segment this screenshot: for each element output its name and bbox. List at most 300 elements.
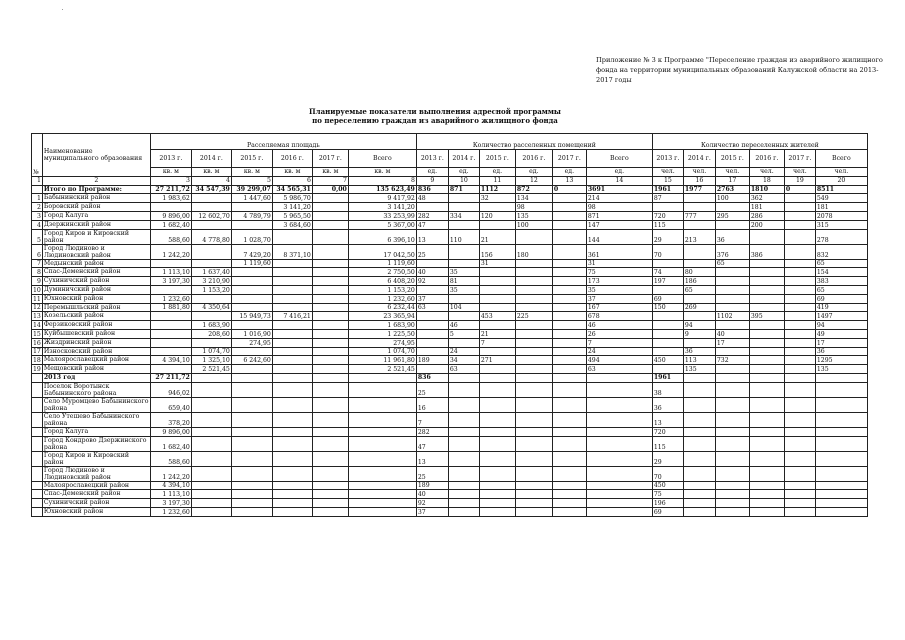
cell [683,382,715,397]
cell [191,382,231,397]
cell: 12 [515,176,552,185]
cell [479,490,515,499]
u-area: кв. м [312,168,348,177]
row-label: Село Муромцево Бабынинского района [43,397,149,412]
cell [416,365,448,374]
cell: 20 [815,176,867,185]
cell [515,466,552,481]
cell: 1 [32,176,43,185]
cell [448,427,479,436]
scan-speck [62,9,63,10]
cell [312,499,348,508]
cell [815,499,867,508]
cell: 173 [586,277,652,286]
u-people: чел. [815,168,867,177]
cell [231,321,272,330]
cell [32,507,43,516]
cell [715,285,749,294]
cell: 278 [815,229,867,244]
cell [150,312,191,321]
cell [683,412,715,427]
cell [479,397,515,412]
cell: 450 [652,481,683,490]
cell [231,268,272,277]
cell: 15 [33,330,41,338]
cell: 14 [33,321,41,329]
cell [683,466,715,481]
cell: 588,60 [150,229,191,244]
list-item [32,451,868,466]
cell [715,397,749,412]
cell [652,321,683,330]
cell [683,427,715,436]
cell [784,312,815,321]
cell: 189 [416,481,448,490]
list-item [32,412,868,427]
cell [32,436,43,451]
cell: 1961 [652,185,683,194]
cell [683,194,715,203]
cell: 94 [683,321,715,330]
cell [715,347,749,356]
cell [552,329,586,338]
cell [479,347,515,356]
cell: 98 [515,203,552,212]
cell: 17 [33,348,41,356]
cell: 214 [586,194,652,203]
cell: 7 416,21 [272,312,312,321]
u-people: чел. [683,168,715,177]
cell [448,338,479,347]
cell: 9 [416,176,448,185]
row-label: Поселок Воротынск Бабынинского района [42,382,150,397]
cell: 1 [32,194,43,203]
cell [272,294,312,303]
cell [749,466,784,481]
table-row [32,303,868,312]
cell [715,499,749,508]
cell [32,412,43,427]
cell [191,312,231,321]
cell [815,507,867,516]
cell: 4 350,64 [191,303,231,312]
cell [448,499,479,508]
row-label: Город Калуга [42,427,150,436]
cell [150,329,191,338]
cell [815,427,867,436]
cell: 1112 [479,185,515,194]
cell [552,507,586,516]
cell [479,507,515,516]
cell: 69 [815,294,867,303]
row-label: Износковский район [42,347,150,356]
cell [515,507,552,516]
cell: 154 [815,268,867,277]
cell: 282 [416,211,448,220]
cell [312,244,348,259]
row-label: Юхновский район [42,507,150,516]
cell: 6 242,60 [231,356,272,365]
cell [552,412,586,427]
cell [150,365,191,374]
cell [784,365,815,374]
cell: 395 [749,312,784,321]
cell: 35 [586,285,652,294]
cell [312,451,348,466]
header-rooms: Количество расселенных помещений [416,134,652,150]
cell [784,220,815,229]
cell [231,507,272,516]
cell: 35 [448,268,479,277]
cell [515,303,552,312]
h-people-2017: 2017 г. [784,150,815,168]
cell [191,397,231,412]
cell [749,285,784,294]
cell [479,382,515,397]
cell: 33 253,99 [348,211,416,220]
cell [231,373,272,382]
cell: 100 [715,194,749,203]
cell: 69 [652,507,683,516]
cell: 3 197,30 [150,277,191,286]
cell [272,321,312,330]
cell: 92 [416,499,448,508]
cell [231,365,272,374]
cell [515,427,552,436]
cell [784,347,815,356]
table-row [32,312,868,321]
cell [272,329,312,338]
cell [191,427,231,436]
cell [312,194,348,203]
cell [231,220,272,229]
cell: 135 [815,365,867,374]
cell: 18 [33,357,41,365]
cell [272,356,312,365]
cell [416,329,448,338]
cell [348,507,416,516]
table-row [32,259,868,268]
cell [652,203,683,212]
cell: 1 637,40 [191,268,231,277]
cell: 4 778,80 [191,229,231,244]
u-people: чел. [715,168,749,177]
cell: 11 [479,176,515,185]
cell [515,229,552,244]
cell [515,329,552,338]
cell: 1 682,40 [150,436,191,451]
row-label: Город Калуга [42,211,150,220]
h-people-2014: 2014 г. [683,150,715,168]
cell [749,229,784,244]
cell: 334 [448,211,479,220]
cell [552,338,586,347]
cell: 19 [33,365,41,373]
cell: 49 [815,329,867,338]
cell [515,285,552,294]
row-label: Село Утешево Бабынинского района [42,412,150,427]
cell [815,412,867,427]
u-units: ед. [416,168,448,177]
row-label: Дзержинский район [42,220,150,229]
cell: 10 [33,286,41,294]
cell [272,490,312,499]
cell [552,259,586,268]
cell [272,285,312,294]
h-people-total: Всего [815,150,867,168]
cell [231,277,272,286]
cell: 27 211,72 [150,185,191,194]
cell [515,294,552,303]
u-area: кв. м [231,168,272,177]
row-label: 2 [42,176,150,185]
cell [515,451,552,466]
cell [552,347,586,356]
cell: 87 [652,194,683,203]
cell: 144 [586,229,652,244]
cell [784,203,815,212]
cell: 1 232,60 [150,294,191,303]
cell [515,412,552,427]
cell [784,436,815,451]
cell [552,194,586,203]
cell: 3 [32,211,43,220]
u-units: ед. [515,168,552,177]
cell [683,294,715,303]
cell: 1 028,70 [231,229,272,244]
cell: 65 [715,259,749,268]
cell: 5 [231,176,272,185]
cell [448,490,479,499]
cell [715,451,749,466]
cell [784,268,815,277]
cell: 9 896,00 [150,211,191,220]
cell: 1 119,60 [231,259,272,268]
row-label: Перемышльский район [42,303,150,312]
cell: 5 965,50 [272,211,312,220]
cell: 6 [272,176,312,185]
cell [348,490,416,499]
cell: 8 [348,176,416,185]
cell: 94 [815,321,867,330]
cell [416,338,448,347]
cell: 25 [416,382,448,397]
row-label: Спас-Деменский район [42,268,150,277]
cell: 39 299,07 [231,185,272,194]
cell: 189 [416,356,448,365]
cell [715,427,749,436]
cell: 197 [652,277,683,286]
cell [150,203,191,212]
cell [32,499,43,508]
cell [348,436,416,451]
cell [715,303,749,312]
cell: 1 113,10 [150,268,191,277]
cell: 286 [749,211,784,220]
cell: 135 [683,365,715,374]
cell [715,220,749,229]
cell [784,466,815,481]
cell [272,373,312,382]
cell [479,436,515,451]
cell: 3 197,30 [150,499,191,508]
row-label: Медынский район [42,259,150,268]
cell [515,277,552,286]
cell [191,412,231,427]
cell: 37 [416,294,448,303]
cell [312,259,348,268]
cell [150,347,191,356]
table-row [32,329,868,338]
cell: 1 232,60 [150,507,191,516]
cell [784,259,815,268]
cell [552,397,586,412]
cell [552,277,586,286]
cell [683,244,715,259]
cell [784,382,815,397]
cell: 17 [715,176,749,185]
cell: 10 [448,176,479,185]
cell [784,507,815,516]
cell [416,259,448,268]
u-people: чел. [652,168,683,177]
cell: 65 [815,285,867,294]
cell [683,397,715,412]
cell: 7 429,20 [231,244,272,259]
cell [448,259,479,268]
row-label: Малоярославецкий район [42,356,150,365]
cell [348,481,416,490]
cell [272,427,312,436]
cell: 2 750,50 [348,268,416,277]
cell [479,268,515,277]
cell [191,490,231,499]
header-area: Расселяемая площадь [150,134,416,150]
cell [652,329,683,338]
cell: 25 [416,466,448,481]
cell [191,194,231,203]
cell: 3 141,20 [348,203,416,212]
unit-header-row [32,168,868,177]
cell: 549 [815,194,867,203]
cell: 186 [683,277,715,286]
cell: 63 [416,303,448,312]
cell [683,499,715,508]
cell: 1 447,60 [231,194,272,203]
cell [749,382,784,397]
cell [32,481,43,490]
cell: 4 [191,176,231,185]
cell [231,499,272,508]
cell [552,451,586,466]
cell [448,466,479,481]
cell: 181 [815,203,867,212]
cell [749,397,784,412]
cell [479,481,515,490]
cell: 1961 [652,373,683,382]
cell: 12 [33,304,41,312]
cell: 27 211,72 [150,373,191,382]
h-rooms-2016: 2016 г. [515,150,552,168]
cell [32,373,43,382]
cell: 678 [586,312,652,321]
cell [715,203,749,212]
cell: 19 [784,176,815,185]
cell [448,436,479,451]
u-people: чел. [749,168,784,177]
cell [312,294,348,303]
table-row [32,321,868,330]
list-item [32,481,868,490]
cell: 1102 [715,312,749,321]
u-people: чел. [784,168,815,177]
cell [272,277,312,286]
cell [272,436,312,451]
table-row [32,347,868,356]
cell [312,356,348,365]
cell [749,329,784,338]
cell [815,490,867,499]
cell [784,427,815,436]
cell: 21 [479,329,515,338]
cell [652,347,683,356]
cell: 70 [652,244,683,259]
cell [749,412,784,427]
cell [749,427,784,436]
cell [272,365,312,374]
cell [312,312,348,321]
cell: 1 242,20 [150,244,191,259]
cell [784,412,815,427]
cell: 48 [416,194,448,203]
cell [312,229,348,244]
cell: 156 [479,244,515,259]
cell [231,451,272,466]
cell [448,294,479,303]
header-name: Наименование муниципального образования [42,134,150,177]
row-label: Город Кондрово Дзержинского района [42,436,150,451]
list-item [32,427,868,436]
cell: 11 961,80 [348,356,416,365]
cell [448,220,479,229]
cell [586,499,652,508]
cell: 3 [150,176,191,185]
cell: 588,60 [150,451,191,466]
table-row [32,220,868,229]
cell [416,347,448,356]
cell [715,321,749,330]
cell [272,397,312,412]
cell [586,397,652,412]
h-people-2016: 2016 г. [749,150,784,168]
cell [348,451,416,466]
cell [479,466,515,481]
cell [784,277,815,286]
cell: 0 [784,185,815,194]
cell [312,373,348,382]
cell [191,373,231,382]
cell: 17 042,50 [348,244,416,259]
cell [652,338,683,347]
cell: 225 [515,312,552,321]
list-item [32,499,868,508]
cell [552,365,586,374]
u-units: ед. [586,168,652,177]
cell: 120 [479,211,515,220]
table-row [32,356,868,365]
cell [191,451,231,466]
table-row [32,277,868,286]
